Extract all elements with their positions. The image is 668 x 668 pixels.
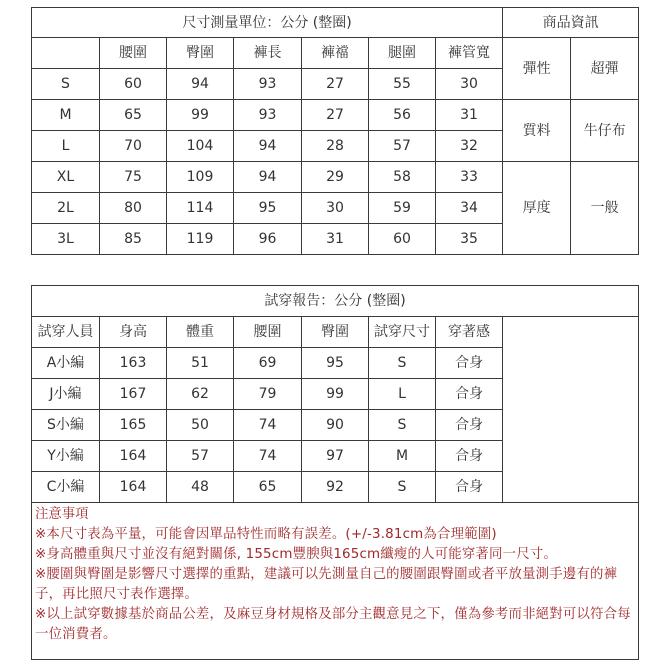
notes-title: 注意事項 bbox=[35, 507, 89, 522]
table-row bbox=[32, 100, 639, 131]
cell: 65 bbox=[100, 100, 167, 131]
cell: 90 bbox=[302, 410, 369, 441]
cell: 94 bbox=[234, 131, 302, 162]
cell: 56 bbox=[369, 100, 436, 131]
cell: 93 bbox=[234, 69, 302, 100]
cell: 55 bbox=[369, 69, 436, 100]
size-label: 2L bbox=[32, 193, 100, 224]
tester-name: J小編 bbox=[32, 379, 100, 410]
note-line: ※以上試穿數據基於商品公差，及麻豆身材規格及部分主觀意見之下，僅為參考而非絕對可以符合每一位消費者。 bbox=[35, 607, 631, 642]
product-info-title: 商品資訊 bbox=[503, 8, 639, 38]
cell: 57 bbox=[167, 441, 234, 472]
cell: 74 bbox=[234, 410, 302, 441]
cell: 48 bbox=[167, 472, 234, 503]
header-height: 身高 bbox=[100, 317, 167, 348]
size-chart-table bbox=[31, 7, 639, 255]
cell: S bbox=[369, 472, 436, 503]
info-value-thickness: 一般 bbox=[571, 162, 639, 255]
cell: 94 bbox=[234, 162, 302, 193]
cell: 70 bbox=[100, 131, 167, 162]
blank-area bbox=[503, 317, 639, 503]
cell: 99 bbox=[302, 379, 369, 410]
fit-report-title: 試穿報告：公分 (整圈) bbox=[32, 286, 639, 317]
cell: 164 bbox=[100, 472, 167, 503]
cell: 119 bbox=[167, 224, 234, 255]
cell: 74 bbox=[234, 441, 302, 472]
cell: 93 bbox=[234, 100, 302, 131]
cell: 167 bbox=[100, 379, 167, 410]
cell: 35 bbox=[436, 224, 503, 255]
cell: 60 bbox=[100, 69, 167, 100]
cell: 104 bbox=[167, 131, 234, 162]
tester-name: C小編 bbox=[32, 472, 100, 503]
cell: 75 bbox=[100, 162, 167, 193]
note-line: ※本尺寸表為平量，可能會因單品特性而略有誤差。(+/-3.81cm為合理範圍) bbox=[35, 527, 497, 542]
cell: S bbox=[369, 348, 436, 379]
cell: 65 bbox=[234, 472, 302, 503]
cell: L bbox=[369, 379, 436, 410]
notes-section bbox=[32, 503, 639, 660]
cell: 79 bbox=[234, 379, 302, 410]
cell: 164 bbox=[100, 441, 167, 472]
tester-name: S小編 bbox=[32, 410, 100, 441]
header-thigh: 腿圍 bbox=[369, 38, 436, 69]
cell: 99 bbox=[167, 100, 234, 131]
cell: 92 bbox=[302, 472, 369, 503]
size-label: M bbox=[32, 100, 100, 131]
cell: 95 bbox=[234, 193, 302, 224]
cell: 51 bbox=[167, 348, 234, 379]
cell: 58 bbox=[369, 162, 436, 193]
cell: 27 bbox=[302, 100, 369, 131]
size-label: S bbox=[32, 69, 100, 100]
header-rise: 褲襠 bbox=[302, 38, 369, 69]
cell: 165 bbox=[100, 410, 167, 441]
header-hem: 褲管寬 bbox=[436, 38, 503, 69]
cell: 30 bbox=[302, 193, 369, 224]
header-hip: 臀圍 bbox=[167, 38, 234, 69]
cell: 27 bbox=[302, 69, 369, 100]
cell: 32 bbox=[436, 131, 503, 162]
cell: 合身 bbox=[436, 472, 503, 503]
size-chart-title: 尺寸測量單位：公分 (整圈) bbox=[32, 8, 503, 38]
header-size-worn: 試穿尺寸 bbox=[369, 317, 436, 348]
info-label-thickness: 厚度 bbox=[503, 162, 571, 255]
cell: 94 bbox=[167, 69, 234, 100]
header-length: 褲長 bbox=[234, 38, 302, 69]
header-hip: 臀圍 bbox=[302, 317, 369, 348]
header-fit-feel: 穿著感 bbox=[436, 317, 503, 348]
cell: 163 bbox=[100, 348, 167, 379]
cell: 69 bbox=[234, 348, 302, 379]
tester-name: Y小編 bbox=[32, 441, 100, 472]
info-label-elasticity: 彈性 bbox=[503, 38, 571, 100]
tester-name: A小編 bbox=[32, 348, 100, 379]
cell: 合身 bbox=[436, 410, 503, 441]
cell: 96 bbox=[234, 224, 302, 255]
info-value-material: 牛仔布 bbox=[571, 100, 639, 162]
header-tester: 試穿人員 bbox=[32, 317, 100, 348]
header-waist: 腰圍 bbox=[234, 317, 302, 348]
fit-report-table bbox=[31, 285, 639, 660]
cell: 62 bbox=[167, 379, 234, 410]
cell: 80 bbox=[100, 193, 167, 224]
cell: 合身 bbox=[436, 441, 503, 472]
cell: 85 bbox=[100, 224, 167, 255]
cell: 50 bbox=[167, 410, 234, 441]
header-weight: 體重 bbox=[167, 317, 234, 348]
size-label: L bbox=[32, 131, 100, 162]
cell: 34 bbox=[436, 193, 503, 224]
cell: 合身 bbox=[436, 379, 503, 410]
cell: 97 bbox=[302, 441, 369, 472]
header-waist: 腰圍 bbox=[100, 38, 167, 69]
cell: 28 bbox=[302, 131, 369, 162]
cell: 109 bbox=[167, 162, 234, 193]
cell: 29 bbox=[302, 162, 369, 193]
cell: 30 bbox=[436, 69, 503, 100]
cell: 95 bbox=[302, 348, 369, 379]
cell: 57 bbox=[369, 131, 436, 162]
note-line: ※腰圍與臀圍是影響尺寸選擇的重點，建議可以先測量自己的腰圍跟臀圍或者平放量測手邊有的褲子，再比照尺寸表作選擇。 bbox=[35, 567, 618, 602]
note-line: ※身高體重與尺寸並沒有絕對關係, 155cm豐腴與165cm纖瘦的人可能穿著同一尺寸。 bbox=[35, 547, 557, 562]
cell: M bbox=[369, 441, 436, 472]
cell: S bbox=[369, 410, 436, 441]
header-blank bbox=[32, 38, 100, 69]
cell: 合身 bbox=[436, 348, 503, 379]
cell: 31 bbox=[436, 100, 503, 131]
cell: 31 bbox=[302, 224, 369, 255]
table-row bbox=[32, 162, 639, 193]
cell: 33 bbox=[436, 162, 503, 193]
info-value-elasticity: 超彈 bbox=[571, 38, 639, 100]
size-label: 3L bbox=[32, 224, 100, 255]
cell: 59 bbox=[369, 193, 436, 224]
size-label: XL bbox=[32, 162, 100, 193]
cell: 60 bbox=[369, 224, 436, 255]
info-label-material: 質料 bbox=[503, 100, 571, 162]
cell: 114 bbox=[167, 193, 234, 224]
